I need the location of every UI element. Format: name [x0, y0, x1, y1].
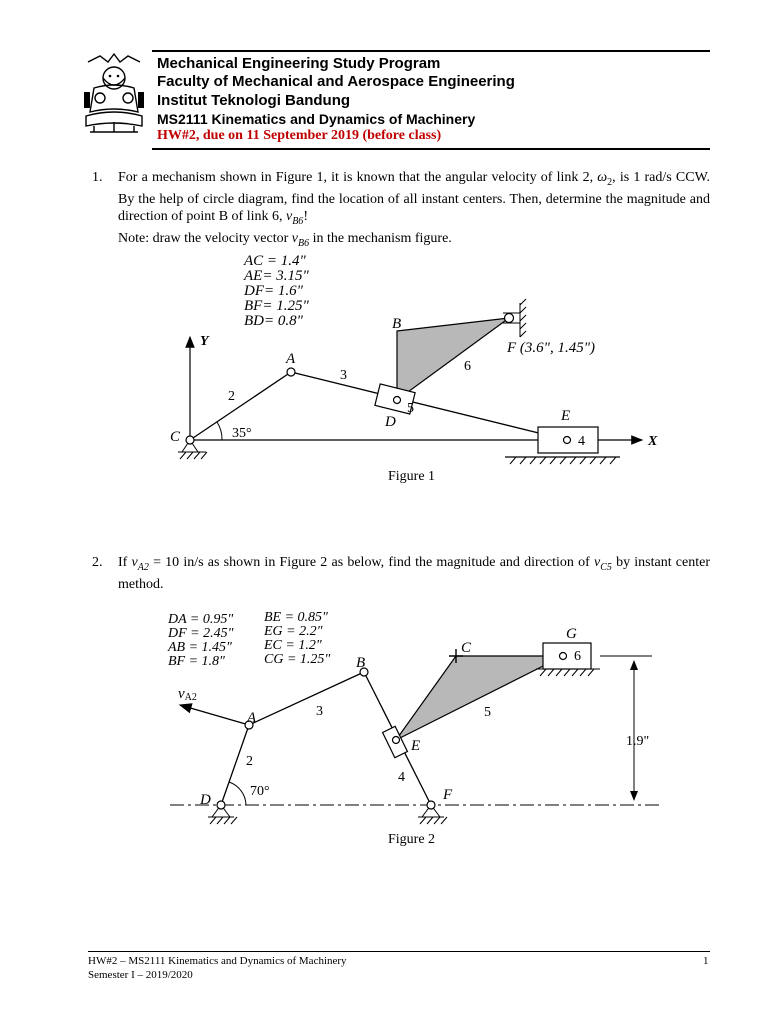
header-institute: Institut Teknologi Bandung — [157, 92, 351, 109]
fig2-label-4: 4 — [398, 770, 405, 785]
q2-text-part3: by instant center method. — [118, 555, 710, 592]
fig1-label-d: D — [385, 414, 396, 430]
fig2-dim-be: BE = 0.85" — [264, 610, 328, 625]
question-1-text — [118, 169, 710, 251]
fig2-height-label: 1.9" — [626, 734, 650, 749]
figure-1-mechanism — [160, 245, 680, 470]
note-v-symbol: v — [291, 230, 298, 246]
fig1-ground-c — [178, 452, 207, 459]
footer-course: HW#2 – MS2111 Kinematics and Dynamics of Machinery — [88, 955, 347, 967]
fig1-dim-bd: BD= 0.8" — [244, 313, 303, 329]
fig1-joint-f — [505, 314, 514, 323]
figure-1-caption: Figure 1 — [388, 469, 436, 484]
footer-semester: Semester I – 2019/2020 — [88, 969, 193, 981]
q1-note-pre: Note: draw the velocity vector — [118, 230, 292, 246]
v-subscript: B6 — [292, 215, 304, 227]
fig2-link-2 — [221, 725, 249, 805]
fig2-label-f: F — [443, 787, 453, 803]
fig1-label-4: 4 — [578, 434, 585, 449]
header-due-date: HW#2, due on 11 September 2019 (before class) — [157, 128, 442, 143]
fig1-x-label: X — [648, 434, 658, 449]
fig2-joint-g — [560, 653, 567, 660]
fig2-dim-bf: BF = 1.8" — [168, 654, 225, 669]
q1-text-part1: For a mechanism shown in Figure 1, it is known that the angular velocity of link 2, — [118, 170, 598, 185]
fig1-dim-df: DF= 1.6" — [244, 283, 303, 299]
fig2-dim-cg: CG = 1.25" — [264, 652, 331, 667]
q2-v2-symbol: v — [593, 555, 601, 570]
header-top-rule — [152, 50, 710, 52]
header-program: Mechanical Engineering Study Program — [157, 55, 441, 72]
fig2-dim-da: DA = 0.95" — [168, 612, 234, 627]
q2-v-subscript: A2 — [137, 561, 149, 573]
q1-text-part3: ! — [303, 208, 308, 224]
omega-symbol: ω — [597, 170, 608, 185]
fig2-label-e: E — [411, 738, 421, 754]
fig2-label-c: C — [461, 640, 472, 656]
fig2-label-a: A — [247, 710, 257, 726]
fig1-dim-bf: BF= 1.25" — [244, 298, 309, 314]
fig1-link-3 — [291, 372, 567, 440]
fig2-dim-ab: AB = 1.45" — [168, 640, 232, 655]
fig1-dim-ae: AE= 3.15" — [244, 268, 309, 284]
fig2-label-3: 3 — [316, 704, 323, 719]
fig2-ground-g — [536, 669, 600, 676]
fig2-label-va2: vA2 — [178, 686, 197, 703]
question-2-text — [118, 554, 710, 593]
fig1-joint-c — [186, 436, 194, 444]
fig2-label-d: D — [200, 792, 211, 808]
q1-note-post: in the mechanism figure. — [309, 230, 452, 246]
fig1-label-e: E — [561, 408, 571, 424]
header-course: MS2111 Kinematics and Dynamics of Machinery — [157, 111, 476, 127]
fig1-angle-label: 35° — [232, 426, 252, 441]
v-symbol: v — [285, 208, 293, 224]
fig1-y-label: Y — [200, 334, 209, 349]
question-1-number: 1. — [92, 170, 103, 185]
footer-rule — [88, 951, 710, 952]
q2-v-symbol: v — [131, 555, 138, 570]
footer-page-number: 1 — [703, 955, 709, 967]
fig1-joint-e — [564, 437, 571, 444]
fig1-dim-ac: AC = 1.4" — [244, 253, 306, 269]
fig2-dim-ec: EC = 1.2" — [264, 638, 322, 653]
q1-text-part2: , is 1 rad/s CCW. By the help of circle diagram, find the location of all instant centers. Then, determine the magnitude and direction of point B of link 6, — [118, 170, 710, 224]
q2-text-part1: If — [118, 555, 132, 570]
itb-logo — [80, 52, 148, 136]
fig1-angle-arc — [217, 422, 222, 440]
fig1-label-5: 5 — [407, 401, 414, 416]
fig1-joint-d — [394, 397, 401, 404]
figure-2-mechanism — [160, 605, 680, 830]
fig2-label-6: 6 — [574, 649, 581, 664]
figure-2-caption: Figure 2 — [388, 832, 436, 847]
header-faculty: Faculty of Mechanical and Aerospace Engineering — [157, 73, 515, 90]
fig1-label-2: 2 — [228, 389, 235, 404]
note-v-subscript: B6 — [298, 237, 310, 249]
fig2-velocity-arrow — [180, 705, 249, 725]
fig2-angle-arc — [229, 782, 246, 805]
fig2-label-5: 5 — [484, 705, 491, 720]
fig2-joint-d — [217, 801, 225, 809]
fig2-label-g: G — [566, 626, 577, 642]
fig2-joint-f — [427, 801, 435, 809]
fig1-link-6 — [397, 318, 509, 400]
fig2-dim-eg: EG = 2.2" — [264, 624, 323, 639]
fig2-dim-df: DF = 2.45" — [168, 626, 234, 641]
fig2-joint-e — [393, 737, 400, 744]
fig1-label-f: F (3.6", 1.45") — [507, 340, 596, 356]
fig2-link-3 — [249, 672, 364, 725]
fig1-label-c: C — [170, 429, 181, 445]
omega-subscript: 2 — [607, 176, 613, 188]
fig1-label-b: B — [392, 316, 402, 332]
fig1-ground-f — [520, 299, 526, 337]
fig2-label-2: 2 — [246, 754, 253, 769]
fig1-label-a: A — [286, 351, 296, 367]
q2-text-part2: = 10 in/s as shown in Figure 2 as below, find the magnitude and direction of — [148, 555, 594, 570]
question-2-number: 2. — [92, 555, 103, 570]
q2-v2-subscript: C5 — [600, 561, 612, 573]
fig2-label-b: B — [356, 655, 366, 671]
fig1-label-3: 3 — [340, 368, 347, 383]
fig2-angle-label: 70° — [250, 784, 270, 799]
fig1-label-6: 6 — [464, 359, 471, 374]
fig1-joint-a — [287, 368, 295, 376]
header-bottom-rule — [152, 148, 710, 150]
